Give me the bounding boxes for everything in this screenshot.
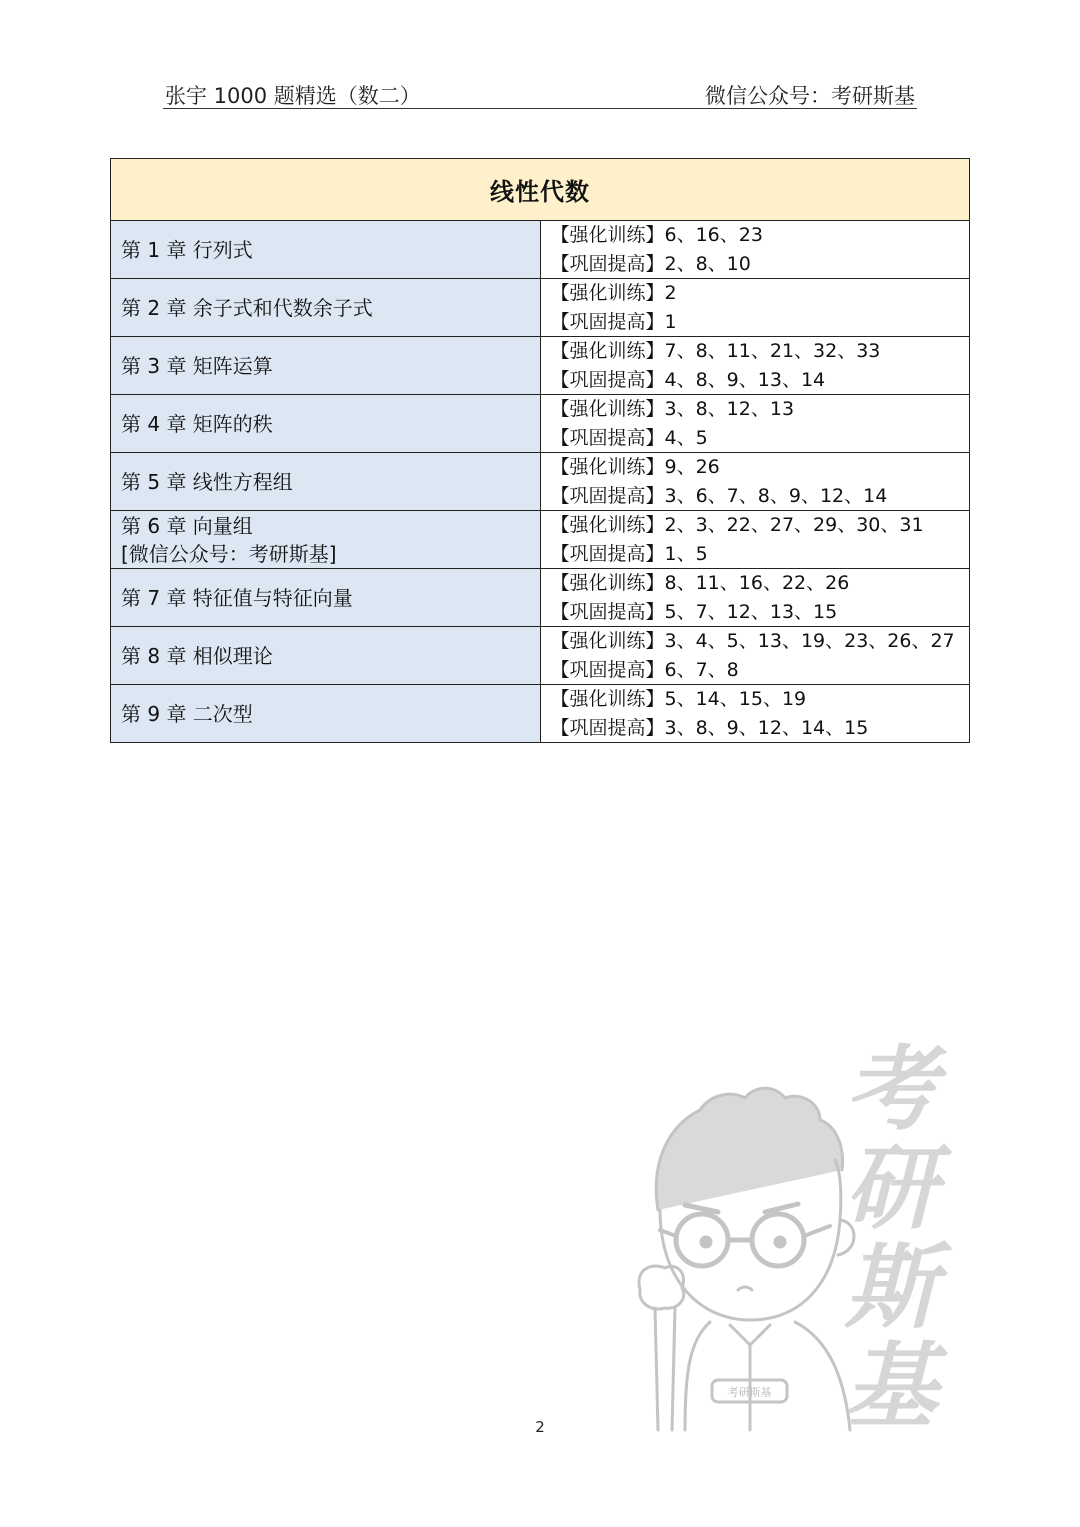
strengthen-problems: 【强化训练】3、4、5、13、19、23、26、27: [550, 630, 955, 652]
chapter-cell: [111, 511, 541, 569]
strengthen-problems: 【强化训练】2: [550, 282, 677, 304]
consolidate-problems: 【巩固提高】1: [550, 310, 677, 333]
problem-cell: [540, 685, 970, 743]
consolidate-problems: 【巩固提高】4、8、9、13、14: [550, 368, 826, 391]
strengthen-problems: 【强化训练】5、14、15、19: [550, 688, 807, 710]
consolidate-problems: 【巩固提高】5、7、12、13、15: [550, 600, 838, 623]
problem-cell: [540, 569, 970, 627]
chapter-problem-table: [110, 158, 970, 743]
table-row: [111, 569, 970, 627]
consolidate-problems: 【巩固提高】3、6、7、8、9、12、14: [550, 484, 888, 507]
chapter-note: [微信公众号：考研斯基]: [121, 541, 337, 566]
watermark-text: [836, 1035, 946, 1440]
problem-cell: [540, 279, 970, 337]
strengthen-problems: 【强化训练】7、8、11、21、32、33: [550, 340, 881, 362]
chapter-cell: [111, 395, 541, 453]
chapter-title: 第 7 章 特征值与特征向量: [121, 585, 353, 610]
page-number: 2: [535, 1418, 545, 1436]
table-row: [111, 279, 970, 337]
chapter-cell: [111, 627, 541, 685]
watermark-char: 考: [844, 1035, 937, 1143]
table-row: [111, 453, 970, 511]
table-row: [111, 221, 970, 279]
consolidate-problems: 【巩固提高】2、8、10: [550, 252, 751, 275]
table-row: [111, 627, 970, 685]
chapter-cell: [111, 569, 541, 627]
strengthen-problems: 【强化训练】3、8、12、13: [550, 398, 795, 420]
consolidate-problems: 【巩固提高】1、5: [550, 542, 708, 565]
table-row: [111, 685, 970, 743]
chapter-title: 第 3 章 矩阵运算: [121, 353, 273, 378]
chapter-cell: [111, 685, 541, 743]
table-row: [111, 337, 970, 395]
strengthen-problems: 【强化训练】6、16、23: [550, 224, 763, 246]
table-row: [111, 511, 970, 569]
page-header: [163, 78, 917, 109]
chapter-title: 第 8 章 相似理论: [121, 643, 273, 668]
problem-cell: [540, 453, 970, 511]
consolidate-problems: 【巩固提高】3、8、9、12、14、15: [550, 716, 869, 739]
header-book-title: 张宇 1000 题精选（数二）: [165, 84, 421, 108]
problem-cell: [540, 337, 970, 395]
chapter-title: 第 2 章 余子式和代数余子式: [121, 295, 373, 320]
table-title: 线性代数: [111, 159, 970, 221]
consolidate-problems: 【巩固提高】6、7、8: [550, 658, 739, 681]
strengthen-problems: 【强化训练】2、3、22、27、29、30、31: [550, 514, 924, 536]
problem-cell: [540, 395, 970, 453]
table-row: [111, 395, 970, 453]
watermark-char: 基: [844, 1332, 937, 1440]
chapter-cell: [111, 337, 541, 395]
consolidate-problems: 【巩固提高】4、5: [550, 426, 708, 449]
problem-cell: [540, 221, 970, 279]
watermark-char: 斯: [844, 1233, 937, 1341]
chapter-title: 第 9 章 二次型: [121, 701, 253, 726]
chapter-cell: [111, 221, 541, 279]
strengthen-problems: 【强化训练】8、11、16、22、26: [550, 572, 850, 594]
watermark-char: 研: [844, 1134, 937, 1242]
problem-cell: [540, 511, 970, 569]
problem-cell: [540, 627, 970, 685]
chapter-title: 第 4 章 矩阵的秩: [121, 411, 273, 436]
chapter-cell: [111, 453, 541, 511]
header-wechat-account: 微信公众号：考研斯基: [705, 84, 915, 108]
chapter-cell: [111, 279, 541, 337]
chapter-title: 第 5 章 线性方程组: [121, 469, 293, 494]
chapter-title: 第 1 章 行列式: [121, 237, 253, 262]
chapter-title: 第 6 章 向量组: [121, 513, 253, 538]
strengthen-problems: 【强化训练】9、26: [550, 456, 720, 478]
badge-text: 考研斯基: [727, 1386, 772, 1399]
